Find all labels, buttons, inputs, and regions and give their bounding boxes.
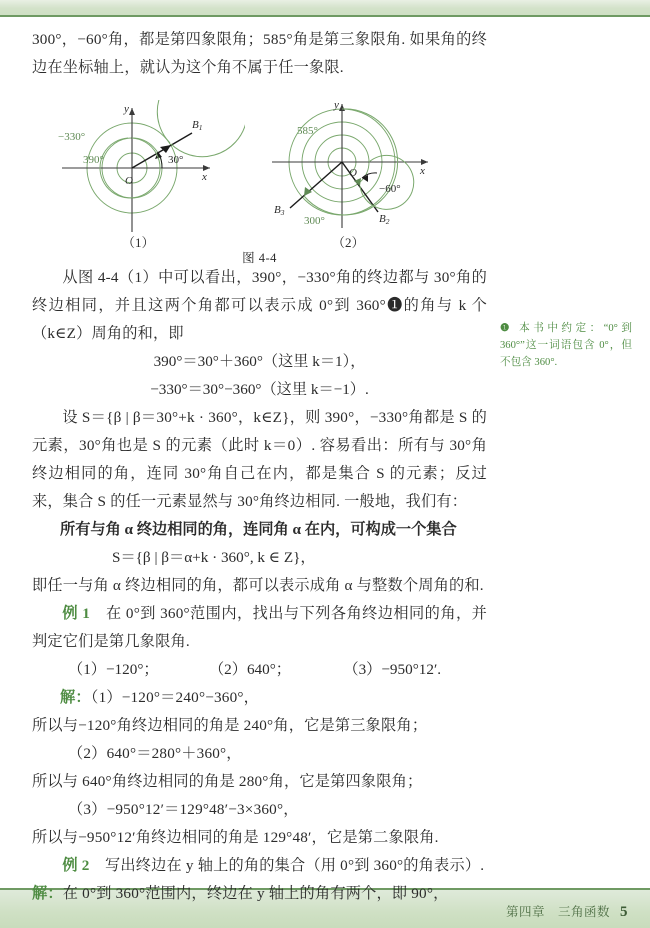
diagram-1-angle-minus330-label: −330° xyxy=(58,131,86,143)
example1-line-2: 所以与−120°角终边相同的角是 240°角，它是第三象限角； xyxy=(32,717,428,734)
example1-choices xyxy=(32,656,487,684)
example1-line-5: （3）−950°12′＝129°48′−3×360°， xyxy=(68,801,299,818)
example1-solution-tag: 解： xyxy=(60,689,91,706)
example1-line-3: （2）640°＝280°＋360°， xyxy=(68,745,242,762)
footer-page-number: 5 xyxy=(620,904,628,920)
diagram-2-svg xyxy=(250,100,455,245)
diagram-2-origin-label: O xyxy=(349,167,357,179)
equation-390: 390°＝30°＋360°（这里 k＝1）， xyxy=(153,353,366,370)
example1-block xyxy=(32,600,487,656)
margin-footnote xyxy=(500,320,632,371)
footnote-marker: ❶ xyxy=(500,323,513,334)
example1-line-6: 所以与−950°12′角终边相同的角是 129°48′，它是第二象限角. xyxy=(32,829,439,846)
footnote-text: 本书中约定：“0°到 360°”这一词语包含 0°，但不包含 360°. xyxy=(500,323,632,368)
diagram-1-angle-30-label: 30° xyxy=(168,154,184,166)
equation-minus330: −330°＝30°−360°（这里 k＝−1）. xyxy=(150,381,369,398)
figure-4-4 xyxy=(32,100,487,275)
page-footer xyxy=(506,902,628,921)
diagram-2-point-b2-label: B2 xyxy=(379,213,390,226)
example1-choice-3: （3）−950°12′. xyxy=(351,661,442,678)
diagram-1-svg xyxy=(40,100,245,245)
diagram-1-angle-390-label: 390° xyxy=(83,154,104,166)
diagram-2-angle-585-label: 585° xyxy=(297,125,318,137)
example1-line-1: （1）−120°＝240°−360°， xyxy=(90,689,260,706)
example2-solution-tag: 解： xyxy=(32,885,63,902)
rule-statement: 所有与角 α 终边相同的角，连同角 α 在内，可构成一个集合 xyxy=(60,521,457,538)
example2-block xyxy=(32,852,487,880)
diagram-2-y-arrow xyxy=(339,104,345,111)
figure-caption: 图 4-4 xyxy=(242,251,277,265)
diagram-1-y-arrow xyxy=(129,108,135,115)
diagram-2-point-b3-label: B3 xyxy=(274,204,285,217)
rule-equation: S＝{β | β＝α+k · 360°, k ∈ Z}， xyxy=(112,549,316,566)
diagram-2-x-label: x xyxy=(420,165,425,177)
diagram-1-caption: （1） xyxy=(122,235,155,250)
paragraph-conclusion: 即任一与角 α 终边相同的角，都可以表示成角 α 与整数个周角的和. xyxy=(32,577,484,594)
example1-statement: 在 0°到 360°范围内，找出与下列各角终边相同的角，并判定它们是第几象限角. xyxy=(32,605,488,650)
example2-statement: 写出终边在 y 轴上的角的集合（用 0°到 360°的角表示）. xyxy=(104,857,485,874)
example1-tag: 例 1 xyxy=(62,605,91,622)
diagram-2-y-label: y xyxy=(334,100,339,111)
page-top-band xyxy=(0,0,650,17)
diagram-2-angle-300-label: 300° xyxy=(304,215,325,227)
diagram-1-x-label: x xyxy=(202,171,207,183)
example1-choice-1: （1）−120°； xyxy=(68,661,159,678)
footer-chapter-label: 第四章 三角函数 xyxy=(505,905,610,919)
diagram-2-arc-585-arrowhead xyxy=(304,187,312,196)
diagram-2-caption: （2） xyxy=(332,235,365,250)
diagram-2-angle-minus60-label: −60° xyxy=(379,183,401,195)
example2-tag: 例 2 xyxy=(62,857,90,874)
diagram-1-ray-arrowhead xyxy=(160,145,171,153)
example2-solution-line xyxy=(32,880,487,908)
paragraph-intro: 300°，−60°角，都是第四象限角；585°角是第三象限角. 如果角的终边在坐标轴上，就认为这个角不属于任一象限. xyxy=(32,31,487,76)
diagram-1-y-label: y xyxy=(124,103,129,115)
paragraph-from-figure: 从图 4-4（1）中可以看出，390°，−330°角的终边都与 30°角的终边相同，并且这两个角都可以表示成 0°到 360°❶的角与 k 个（k∈Z）周角的和，即 xyxy=(32,269,487,342)
example1-solution-line-1 xyxy=(32,684,487,712)
diagram-1-origin-label: O xyxy=(125,175,133,187)
example2-line-1: 在 0°到 360°范围内，终边在 y 轴上的角有两个，即 90°， xyxy=(62,885,449,902)
example1-line-4: 所以与 640°角终边相同的角是 280°角，它是第四象限角； xyxy=(32,773,423,790)
diagram-1-point-b1-label: B1 xyxy=(192,119,203,132)
paragraph-set-S: 设 S＝{β | β＝30°+k · 360°，k∈Z}，则 390°，−330°角都是 S 的元素，30°角也是 S 的元素（此时 k＝0）. 容易看出：所有与 30°角终边相同的角，连同 30°角自己在内，都是集合 S 的元素；反过来，集合 S 的任一元素显然与 30°角终边相同. 一般地，我们有： xyxy=(32,409,487,510)
example1-choice-2: （2）640°； xyxy=(216,661,291,678)
